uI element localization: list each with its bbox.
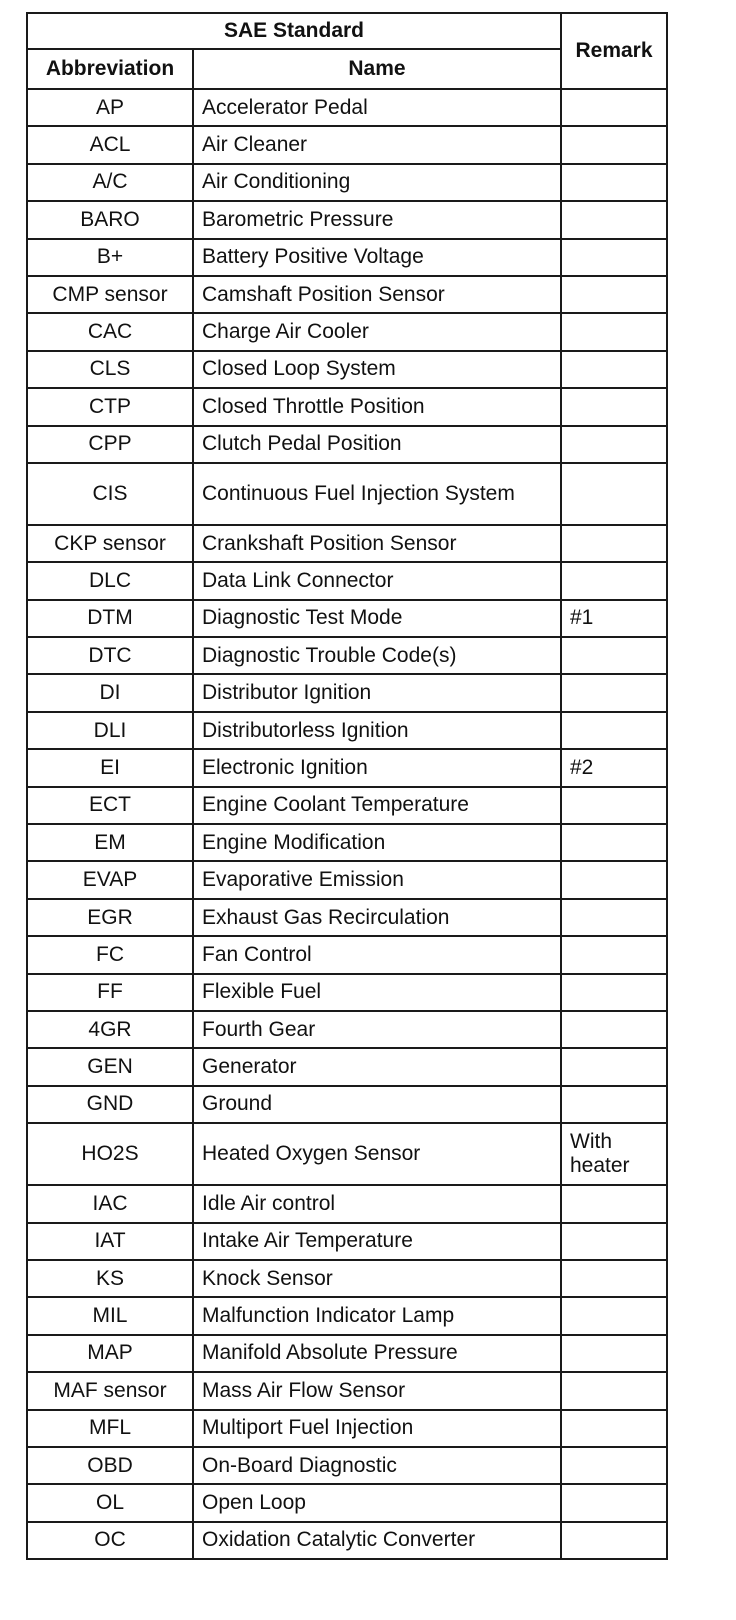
remark-cell	[561, 1410, 667, 1447]
name-cell: Mass Air Flow Sensor	[193, 1372, 561, 1409]
abbreviation-cell: CIS	[27, 463, 193, 525]
remark-cell	[561, 313, 667, 350]
table-row	[27, 1123, 667, 1185]
name-cell: Closed Throttle Position	[193, 388, 561, 425]
remark-cell	[561, 712, 667, 749]
abbreviation-cell: IAT	[27, 1223, 193, 1260]
remark-cell	[561, 674, 667, 711]
remark-cell	[561, 1372, 667, 1409]
remark-cell: #2	[561, 749, 667, 786]
table-row	[27, 936, 667, 973]
table-row	[27, 1185, 667, 1222]
name-header: Name	[193, 49, 561, 89]
table-row	[27, 463, 667, 525]
abbreviation-cell: A/C	[27, 164, 193, 201]
name-cell: Closed Loop System	[193, 351, 561, 388]
table-row	[27, 1086, 667, 1123]
name-cell: Air Cleaner	[193, 126, 561, 163]
name-cell: Fourth Gear	[193, 1011, 561, 1048]
remark-cell	[561, 388, 667, 425]
abbreviation-cell: GND	[27, 1086, 193, 1123]
table-row	[27, 239, 667, 276]
abbreviation-cell: DTM	[27, 600, 193, 637]
name-cell: Knock Sensor	[193, 1260, 561, 1297]
remark-cell	[561, 1223, 667, 1260]
table-row	[27, 749, 667, 786]
table-row	[27, 426, 667, 463]
name-cell: Engine Coolant Temperature	[193, 787, 561, 824]
abbreviation-cell: MFL	[27, 1410, 193, 1447]
remark-cell	[561, 463, 667, 525]
remark-cell	[561, 936, 667, 973]
abbreviation-cell: ECT	[27, 787, 193, 824]
abbreviation-cell: MIL	[27, 1297, 193, 1334]
table-row	[27, 712, 667, 749]
name-cell: Heated Oxygen Sensor	[193, 1123, 561, 1185]
remark-cell	[561, 1335, 667, 1372]
remark-cell	[561, 824, 667, 861]
abbreviation-cell: FF	[27, 974, 193, 1011]
abbreviation-cell: OBD	[27, 1447, 193, 1484]
name-cell: Oxidation Catalytic Converter	[193, 1522, 561, 1559]
name-cell: Manifold Absolute Pressure	[193, 1335, 561, 1372]
abbreviation-cell: EVAP	[27, 861, 193, 898]
name-cell: Evaporative Emission	[193, 861, 561, 898]
table-row	[27, 525, 667, 562]
sae-abbreviation-table	[26, 12, 668, 1560]
name-cell: Crankshaft Position Sensor	[193, 525, 561, 562]
name-cell: Charge Air Cooler	[193, 313, 561, 350]
table-row	[27, 1335, 667, 1372]
remark-cell: With heater	[561, 1123, 667, 1185]
name-cell: Barometric Pressure	[193, 201, 561, 238]
remark-cell	[561, 1447, 667, 1484]
remark-cell: #1	[561, 600, 667, 637]
table-row	[27, 637, 667, 674]
name-cell: Distributor Ignition	[193, 674, 561, 711]
remark-cell	[561, 1048, 667, 1085]
remark-cell	[561, 861, 667, 898]
remark-cell	[561, 899, 667, 936]
abbreviation-sheet	[26, 12, 666, 1560]
name-cell: Diagnostic Test Mode	[193, 600, 561, 637]
abbreviation-cell: CTP	[27, 388, 193, 425]
abbreviation-cell: IAC	[27, 1185, 193, 1222]
table-row	[27, 388, 667, 425]
table-row	[27, 1297, 667, 1334]
abbreviation-cell: ACL	[27, 126, 193, 163]
remark-cell	[561, 1011, 667, 1048]
table-row	[27, 899, 667, 936]
remark-cell	[561, 637, 667, 674]
table-row	[27, 674, 667, 711]
name-cell: Electronic Ignition	[193, 749, 561, 786]
name-cell: Generator	[193, 1048, 561, 1085]
name-cell: Accelerator Pedal	[193, 89, 561, 126]
name-cell: Intake Air Temperature	[193, 1223, 561, 1260]
table-row	[27, 787, 667, 824]
abbreviation-cell: DI	[27, 674, 193, 711]
abbreviation-cell: DLI	[27, 712, 193, 749]
remark-cell	[561, 89, 667, 126]
abbreviation-cell: DLC	[27, 562, 193, 599]
name-cell: Battery Positive Voltage	[193, 239, 561, 276]
remark-cell	[561, 1185, 667, 1222]
remark-cell	[561, 426, 667, 463]
remark-cell	[561, 525, 667, 562]
name-cell: Fan Control	[193, 936, 561, 973]
table-row	[27, 1048, 667, 1085]
name-cell: Malfunction Indicator Lamp	[193, 1297, 561, 1334]
table-row	[27, 1484, 667, 1521]
table-row	[27, 600, 667, 637]
remark-cell	[561, 974, 667, 1011]
table-row	[27, 89, 667, 126]
name-cell: Data Link Connector	[193, 562, 561, 599]
remark-cell	[561, 787, 667, 824]
remark-cell	[561, 1484, 667, 1521]
name-cell: Distributorless Ignition	[193, 712, 561, 749]
remark-cell	[561, 1086, 667, 1123]
table-row	[27, 201, 667, 238]
abbreviation-cell: CLS	[27, 351, 193, 388]
abbreviation-cell: B+	[27, 239, 193, 276]
name-cell: Continuous Fuel Injection System	[193, 463, 561, 525]
remark-cell	[561, 351, 667, 388]
table-row	[27, 974, 667, 1011]
table-row	[27, 1410, 667, 1447]
table-row	[27, 1011, 667, 1048]
abbreviation-cell: CAC	[27, 313, 193, 350]
abbreviation-cell: 4GR	[27, 1011, 193, 1048]
remark-cell	[561, 276, 667, 313]
sae-standard-header: SAE Standard	[27, 13, 561, 49]
name-cell: Air Conditioning	[193, 164, 561, 201]
table-row	[27, 1223, 667, 1260]
table-row	[27, 164, 667, 201]
name-cell: Ground	[193, 1086, 561, 1123]
name-cell: Open Loop	[193, 1484, 561, 1521]
remark-cell	[561, 1522, 667, 1559]
abbreviation-cell: CMP sensor	[27, 276, 193, 313]
remark-cell	[561, 201, 667, 238]
table-row	[27, 1522, 667, 1559]
remark-header: Remark	[561, 13, 667, 89]
remark-cell	[561, 239, 667, 276]
table-row	[27, 1372, 667, 1409]
abbreviation-cell: KS	[27, 1260, 193, 1297]
abbreviation-cell: OC	[27, 1522, 193, 1559]
name-cell: Engine Modification	[193, 824, 561, 861]
abbreviation-cell: CKP sensor	[27, 525, 193, 562]
name-cell: Diagnostic Trouble Code(s)	[193, 637, 561, 674]
table-row	[27, 562, 667, 599]
abbreviation-header: Abbreviation	[27, 49, 193, 89]
table-row	[27, 1447, 667, 1484]
abbreviation-cell: GEN	[27, 1048, 193, 1085]
name-cell: Clutch Pedal Position	[193, 426, 561, 463]
name-cell: Exhaust Gas Recirculation	[193, 899, 561, 936]
abbreviation-cell: MAF sensor	[27, 1372, 193, 1409]
name-cell: Flexible Fuel	[193, 974, 561, 1011]
abbreviation-cell: HO2S	[27, 1123, 193, 1185]
remark-cell	[561, 1297, 667, 1334]
table-row	[27, 824, 667, 861]
table-row	[27, 126, 667, 163]
table-header	[27, 13, 667, 89]
abbreviation-cell: EI	[27, 749, 193, 786]
remark-cell	[561, 562, 667, 599]
name-cell: Camshaft Position Sensor	[193, 276, 561, 313]
table-row	[27, 276, 667, 313]
abbreviation-cell: FC	[27, 936, 193, 973]
table-row	[27, 1260, 667, 1297]
name-cell: Idle Air control	[193, 1185, 561, 1222]
name-cell: On-Board Diagnostic	[193, 1447, 561, 1484]
table-body	[27, 89, 667, 1559]
abbreviation-cell: EGR	[27, 899, 193, 936]
table-row	[27, 313, 667, 350]
name-cell: Multiport Fuel Injection	[193, 1410, 561, 1447]
remark-cell	[561, 164, 667, 201]
abbreviation-cell: MAP	[27, 1335, 193, 1372]
remark-cell	[561, 126, 667, 163]
abbreviation-cell: AP	[27, 89, 193, 126]
abbreviation-cell: CPP	[27, 426, 193, 463]
table-row	[27, 351, 667, 388]
abbreviation-cell: OL	[27, 1484, 193, 1521]
table-row	[27, 861, 667, 898]
abbreviation-cell: BARO	[27, 201, 193, 238]
remark-cell	[561, 1260, 667, 1297]
abbreviation-cell: EM	[27, 824, 193, 861]
abbreviation-cell: DTC	[27, 637, 193, 674]
